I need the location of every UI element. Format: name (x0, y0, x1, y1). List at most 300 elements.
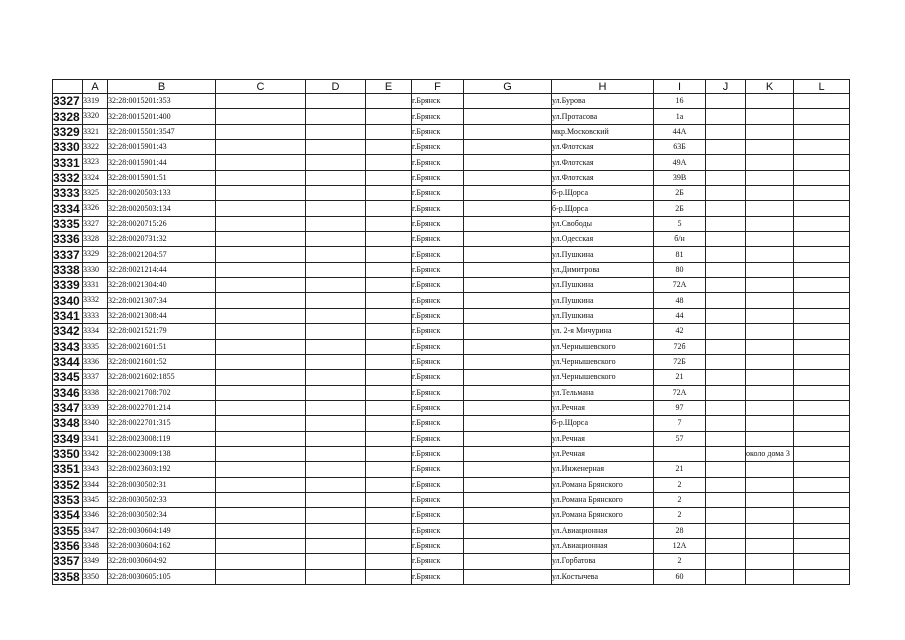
cell-a[interactable]: 3333 (83, 308, 108, 323)
cell-house-number[interactable]: б/н (654, 232, 706, 247)
cell-c[interactable] (216, 569, 306, 584)
cell-city[interactable]: г.Брянск (412, 477, 464, 492)
cell-city[interactable]: г.Брянск (412, 293, 464, 308)
row-number[interactable]: 3342 (53, 324, 83, 339)
cell-note[interactable] (746, 94, 794, 109)
cell-c[interactable] (216, 155, 306, 170)
cell-a[interactable]: 3335 (83, 339, 108, 354)
row-number[interactable]: 3341 (53, 308, 83, 323)
cell-g[interactable] (464, 140, 552, 155)
cell-g[interactable] (464, 508, 552, 523)
cell-house-number[interactable]: 2Б (654, 201, 706, 216)
cell-street[interactable]: ул.Бурова (552, 94, 654, 109)
cell-note[interactable] (746, 247, 794, 262)
cell-c[interactable] (216, 431, 306, 446)
cell-city[interactable]: г.Брянск (412, 339, 464, 354)
cell-e[interactable] (366, 569, 412, 584)
cell-city[interactable]: г.Брянск (412, 446, 464, 461)
cell-e[interactable] (366, 431, 412, 446)
row-number[interactable]: 3358 (53, 569, 83, 584)
cell-l[interactable] (794, 370, 850, 385)
cell-j[interactable] (706, 416, 746, 431)
cell-d[interactable] (306, 462, 366, 477)
row-number[interactable]: 3344 (53, 354, 83, 369)
cell-a[interactable]: 3342 (83, 446, 108, 461)
cell-note[interactable] (746, 262, 794, 277)
cell-house-number[interactable]: 42 (654, 324, 706, 339)
row-number[interactable]: 3354 (53, 508, 83, 523)
cell-c[interactable] (216, 400, 306, 415)
cell-house-number[interactable]: 72А (654, 278, 706, 293)
cell-house-number[interactable]: 2 (654, 492, 706, 507)
cell-a[interactable]: 3325 (83, 186, 108, 201)
cell-a[interactable]: 3327 (83, 216, 108, 231)
cell-j[interactable] (706, 216, 746, 231)
cell-city[interactable]: г.Брянск (412, 308, 464, 323)
cell-street[interactable]: ул.Романа Брянского (552, 508, 654, 523)
cell-c[interactable] (216, 278, 306, 293)
cell-cadastral-number[interactable]: 32:28:0022701:214 (108, 400, 216, 415)
cell-note[interactable] (746, 569, 794, 584)
cell-city[interactable]: г.Брянск (412, 216, 464, 231)
cell-d[interactable] (306, 554, 366, 569)
cell-g[interactable] (464, 569, 552, 584)
cell-j[interactable] (706, 523, 746, 538)
cell-e[interactable] (366, 554, 412, 569)
cell-e[interactable] (366, 538, 412, 553)
cell-l[interactable] (794, 324, 850, 339)
cell-g[interactable] (464, 186, 552, 201)
cell-street[interactable]: б-р.Щорса (552, 416, 654, 431)
column-header-j[interactable]: J (706, 80, 746, 94)
cell-city[interactable]: г.Брянск (412, 262, 464, 277)
cell-note[interactable] (746, 431, 794, 446)
cell-street[interactable]: ул.Чернышевского (552, 339, 654, 354)
cell-g[interactable] (464, 554, 552, 569)
cell-l[interactable] (794, 354, 850, 369)
cell-d[interactable] (306, 201, 366, 216)
cell-house-number[interactable]: 81 (654, 247, 706, 262)
cell-g[interactable] (464, 477, 552, 492)
cell-a[interactable]: 3334 (83, 324, 108, 339)
cell-street[interactable]: ул.Флотская (552, 140, 654, 155)
cell-a[interactable]: 3345 (83, 492, 108, 507)
cell-e[interactable] (366, 523, 412, 538)
cell-city[interactable]: г.Брянск (412, 124, 464, 139)
cell-e[interactable] (366, 109, 412, 124)
cell-d[interactable] (306, 186, 366, 201)
cell-j[interactable] (706, 354, 746, 369)
row-number[interactable]: 3339 (53, 278, 83, 293)
cell-j[interactable] (706, 308, 746, 323)
cell-g[interactable] (464, 262, 552, 277)
column-header-g[interactable]: G (464, 80, 552, 94)
cell-j[interactable] (706, 278, 746, 293)
column-header-e[interactable]: E (366, 80, 412, 94)
row-number[interactable]: 3351 (53, 462, 83, 477)
cell-g[interactable] (464, 170, 552, 185)
cell-street[interactable]: мкр.Московский (552, 124, 654, 139)
cell-c[interactable] (216, 354, 306, 369)
cell-city[interactable]: г.Брянск (412, 431, 464, 446)
cell-house-number[interactable]: 16 (654, 94, 706, 109)
cell-g[interactable] (464, 339, 552, 354)
cell-street[interactable]: ул.Флотская (552, 155, 654, 170)
cell-g[interactable] (464, 94, 552, 109)
cell-j[interactable] (706, 400, 746, 415)
row-number[interactable]: 3349 (53, 431, 83, 446)
cell-house-number[interactable]: 21 (654, 370, 706, 385)
cell-house-number[interactable]: 60 (654, 569, 706, 584)
cell-g[interactable] (464, 538, 552, 553)
cell-d[interactable] (306, 94, 366, 109)
row-number[interactable]: 3347 (53, 400, 83, 415)
cell-house-number[interactable]: 44 (654, 308, 706, 323)
cell-d[interactable] (306, 339, 366, 354)
cell-a[interactable]: 3337 (83, 370, 108, 385)
cell-a[interactable]: 3339 (83, 400, 108, 415)
cell-g[interactable] (464, 293, 552, 308)
row-number[interactable]: 3331 (53, 155, 83, 170)
cell-d[interactable] (306, 385, 366, 400)
cell-c[interactable] (216, 216, 306, 231)
row-number[interactable]: 3356 (53, 538, 83, 553)
cell-cadastral-number[interactable]: 32:28:0030502:34 (108, 508, 216, 523)
cell-city[interactable]: г.Брянск (412, 508, 464, 523)
cell-note[interactable] (746, 293, 794, 308)
cell-note[interactable] (746, 400, 794, 415)
cell-house-number[interactable]: 28 (654, 523, 706, 538)
cell-e[interactable] (366, 170, 412, 185)
cell-d[interactable] (306, 508, 366, 523)
cell-note[interactable] (746, 278, 794, 293)
cell-cadastral-number[interactable]: 32:28:0023009:138 (108, 446, 216, 461)
cell-l[interactable] (794, 400, 850, 415)
cell-city[interactable]: г.Брянск (412, 569, 464, 584)
cell-cadastral-number[interactable]: 32:28:0021601:52 (108, 354, 216, 369)
cell-note[interactable] (746, 109, 794, 124)
column-header-d[interactable]: D (306, 80, 366, 94)
cell-a[interactable]: 3346 (83, 508, 108, 523)
row-number[interactable]: 3350 (53, 446, 83, 461)
cell-city[interactable]: г.Брянск (412, 385, 464, 400)
cell-street[interactable]: ул.Речная (552, 446, 654, 461)
cell-note[interactable] (746, 508, 794, 523)
cell-e[interactable] (366, 370, 412, 385)
cell-note[interactable]: около дома 3 (746, 446, 794, 461)
row-number[interactable]: 3357 (53, 554, 83, 569)
cell-city[interactable]: г.Брянск (412, 462, 464, 477)
row-number[interactable]: 3353 (53, 492, 83, 507)
cell-a[interactable]: 3338 (83, 385, 108, 400)
cell-j[interactable] (706, 462, 746, 477)
cell-house-number[interactable]: 2 (654, 554, 706, 569)
cell-cadastral-number[interactable]: 32:28:0015901:51 (108, 170, 216, 185)
cell-a[interactable]: 3323 (83, 155, 108, 170)
cell-c[interactable] (216, 523, 306, 538)
cell-e[interactable] (366, 247, 412, 262)
column-header-h[interactable]: H (552, 80, 654, 94)
row-number[interactable]: 3352 (53, 477, 83, 492)
cell-city[interactable]: г.Брянск (412, 554, 464, 569)
cell-cadastral-number[interactable]: 32:28:0021602:1855 (108, 370, 216, 385)
cell-d[interactable] (306, 216, 366, 231)
cell-cadastral-number[interactable]: 32:28:0021601:51 (108, 339, 216, 354)
cell-l[interactable] (794, 216, 850, 231)
cell-c[interactable] (216, 492, 306, 507)
cell-c[interactable] (216, 508, 306, 523)
cell-l[interactable] (794, 247, 850, 262)
cell-note[interactable] (746, 385, 794, 400)
cell-e[interactable] (366, 354, 412, 369)
cell-house-number[interactable]: 72А (654, 385, 706, 400)
cell-city[interactable]: г.Брянск (412, 416, 464, 431)
cell-house-number[interactable]: 97 (654, 400, 706, 415)
cell-a[interactable]: 3349 (83, 554, 108, 569)
cell-cadastral-number[interactable]: 32:28:0023008:119 (108, 431, 216, 446)
cell-j[interactable] (706, 109, 746, 124)
cell-e[interactable] (366, 477, 412, 492)
cell-note[interactable] (746, 339, 794, 354)
cell-c[interactable] (216, 339, 306, 354)
cell-street[interactable]: ул.Флотская (552, 170, 654, 185)
cell-d[interactable] (306, 278, 366, 293)
cell-g[interactable] (464, 308, 552, 323)
cell-house-number[interactable]: 7 (654, 416, 706, 431)
cell-l[interactable] (794, 232, 850, 247)
cell-street[interactable]: ул.Свободы (552, 216, 654, 231)
cell-city[interactable]: г.Брянск (412, 492, 464, 507)
cell-d[interactable] (306, 538, 366, 553)
cell-note[interactable] (746, 477, 794, 492)
cell-d[interactable] (306, 109, 366, 124)
cell-cadastral-number[interactable]: 32:28:0023603:192 (108, 462, 216, 477)
cell-cadastral-number[interactable]: 32:28:0015501:3547 (108, 124, 216, 139)
cell-d[interactable] (306, 446, 366, 461)
cell-e[interactable] (366, 278, 412, 293)
cell-street[interactable]: ул.Романа Брянского (552, 492, 654, 507)
cell-a[interactable]: 3321 (83, 124, 108, 139)
cell-house-number[interactable]: 63Б (654, 140, 706, 155)
cell-g[interactable] (464, 370, 552, 385)
cell-a[interactable]: 3336 (83, 354, 108, 369)
cell-c[interactable] (216, 554, 306, 569)
cell-d[interactable] (306, 416, 366, 431)
cell-j[interactable] (706, 569, 746, 584)
cell-cadastral-number[interactable]: 32:28:0021708:702 (108, 385, 216, 400)
cell-street[interactable]: ул.Тельмана (552, 385, 654, 400)
cell-note[interactable] (746, 370, 794, 385)
cell-d[interactable] (306, 354, 366, 369)
cell-street[interactable]: ул.Авиационная (552, 523, 654, 538)
cell-l[interactable] (794, 170, 850, 185)
row-number[interactable]: 3335 (53, 216, 83, 231)
cell-l[interactable] (794, 94, 850, 109)
cell-c[interactable] (216, 416, 306, 431)
cell-house-number[interactable] (654, 446, 706, 461)
cell-g[interactable] (464, 278, 552, 293)
cell-e[interactable] (366, 262, 412, 277)
cell-d[interactable] (306, 492, 366, 507)
cell-cadastral-number[interactable]: 32:28:0021304:40 (108, 278, 216, 293)
cell-e[interactable] (366, 416, 412, 431)
cell-d[interactable] (306, 431, 366, 446)
row-number[interactable]: 3337 (53, 247, 83, 262)
cell-d[interactable] (306, 308, 366, 323)
cell-cadastral-number[interactable]: 32:28:0020715:26 (108, 216, 216, 231)
cell-note[interactable] (746, 186, 794, 201)
cell-e[interactable] (366, 155, 412, 170)
row-number[interactable]: 3340 (53, 293, 83, 308)
cell-a[interactable]: 3319 (83, 94, 108, 109)
column-header-a[interactable]: A (83, 80, 108, 94)
cell-street[interactable]: ул.Романа Брянского (552, 477, 654, 492)
cell-j[interactable] (706, 186, 746, 201)
cell-e[interactable] (366, 124, 412, 139)
cell-city[interactable]: г.Брянск (412, 370, 464, 385)
cell-cadastral-number[interactable]: 32:28:0021204:57 (108, 247, 216, 262)
row-number[interactable]: 3348 (53, 416, 83, 431)
cell-house-number[interactable]: 57 (654, 431, 706, 446)
cell-c[interactable] (216, 370, 306, 385)
cell-house-number[interactable]: 44А (654, 124, 706, 139)
cell-c[interactable] (216, 109, 306, 124)
cell-e[interactable] (366, 400, 412, 415)
corner-cell[interactable] (53, 80, 83, 94)
cell-c[interactable] (216, 232, 306, 247)
cell-note[interactable] (746, 324, 794, 339)
cell-a[interactable]: 3343 (83, 462, 108, 477)
cell-c[interactable] (216, 538, 306, 553)
cell-city[interactable]: г.Брянск (412, 324, 464, 339)
cell-cadastral-number[interactable]: 32:28:0021307:34 (108, 293, 216, 308)
cell-note[interactable] (746, 492, 794, 507)
cell-city[interactable]: г.Брянск (412, 155, 464, 170)
cell-j[interactable] (706, 262, 746, 277)
cell-e[interactable] (366, 462, 412, 477)
row-number[interactable]: 3332 (53, 170, 83, 185)
row-number[interactable]: 3327 (53, 94, 83, 109)
cell-e[interactable] (366, 446, 412, 461)
cell-d[interactable] (306, 324, 366, 339)
cell-d[interactable] (306, 247, 366, 262)
cell-g[interactable] (464, 324, 552, 339)
cell-house-number[interactable]: 48 (654, 293, 706, 308)
cell-d[interactable] (306, 293, 366, 308)
cell-cadastral-number[interactable]: 32:28:0030502:33 (108, 492, 216, 507)
cell-house-number[interactable]: 2 (654, 508, 706, 523)
cell-j[interactable] (706, 339, 746, 354)
cell-e[interactable] (366, 232, 412, 247)
cell-l[interactable] (794, 477, 850, 492)
cell-house-number[interactable]: 12А (654, 538, 706, 553)
cell-cadastral-number[interactable]: 32:28:0030502:31 (108, 477, 216, 492)
cell-house-number[interactable]: 72б (654, 339, 706, 354)
cell-c[interactable] (216, 324, 306, 339)
cell-d[interactable] (306, 170, 366, 185)
cell-c[interactable] (216, 462, 306, 477)
cell-g[interactable] (464, 416, 552, 431)
cell-house-number[interactable]: 21 (654, 462, 706, 477)
cell-a[interactable]: 3350 (83, 569, 108, 584)
cell-street[interactable]: ул.Речная (552, 400, 654, 415)
cell-note[interactable] (746, 232, 794, 247)
cell-street[interactable]: ул.Инженерная (552, 462, 654, 477)
cell-city[interactable]: г.Брянск (412, 278, 464, 293)
cell-c[interactable] (216, 170, 306, 185)
cell-l[interactable] (794, 124, 850, 139)
cell-street[interactable]: ул.Пушкина (552, 293, 654, 308)
cell-note[interactable] (746, 170, 794, 185)
cell-e[interactable] (366, 324, 412, 339)
cell-cadastral-number[interactable]: 32:28:0020731:32 (108, 232, 216, 247)
cell-l[interactable] (794, 492, 850, 507)
cell-a[interactable]: 3324 (83, 170, 108, 185)
cell-j[interactable] (706, 446, 746, 461)
cell-c[interactable] (216, 186, 306, 201)
cell-j[interactable] (706, 431, 746, 446)
cell-d[interactable] (306, 477, 366, 492)
cell-g[interactable] (464, 155, 552, 170)
cell-house-number[interactable]: 49А (654, 155, 706, 170)
cell-street[interactable]: ул.Одесская (552, 232, 654, 247)
cell-c[interactable] (216, 477, 306, 492)
cell-j[interactable] (706, 201, 746, 216)
cell-street[interactable]: ул.Пушкина (552, 308, 654, 323)
cell-cadastral-number[interactable]: 32:28:0030604:162 (108, 538, 216, 553)
cell-note[interactable] (746, 416, 794, 431)
cell-note[interactable] (746, 538, 794, 553)
cell-street[interactable]: ул.Пушкина (552, 278, 654, 293)
cell-g[interactable] (464, 232, 552, 247)
cell-a[interactable]: 3340 (83, 416, 108, 431)
cell-note[interactable] (746, 124, 794, 139)
cell-d[interactable] (306, 140, 366, 155)
cell-d[interactable] (306, 523, 366, 538)
cell-g[interactable] (464, 492, 552, 507)
cell-l[interactable] (794, 538, 850, 553)
cell-a[interactable]: 3347 (83, 523, 108, 538)
cell-c[interactable] (216, 293, 306, 308)
cell-l[interactable] (794, 508, 850, 523)
cell-d[interactable] (306, 232, 366, 247)
cell-e[interactable] (366, 339, 412, 354)
cell-a[interactable]: 3320 (83, 109, 108, 124)
cell-cadastral-number[interactable]: 32:28:0015901:43 (108, 140, 216, 155)
cell-c[interactable] (216, 446, 306, 461)
cell-note[interactable] (746, 216, 794, 231)
cell-e[interactable] (366, 140, 412, 155)
cell-note[interactable] (746, 155, 794, 170)
cell-street[interactable]: б-р.Щорса (552, 186, 654, 201)
cell-g[interactable] (464, 431, 552, 446)
cell-e[interactable] (366, 385, 412, 400)
cell-note[interactable] (746, 554, 794, 569)
cell-l[interactable] (794, 278, 850, 293)
cell-cadastral-number[interactable]: 32:28:0015901:44 (108, 155, 216, 170)
cell-l[interactable] (794, 416, 850, 431)
cell-cadastral-number[interactable]: 32:28:0030604:92 (108, 554, 216, 569)
cell-note[interactable] (746, 201, 794, 216)
cell-house-number[interactable]: 5 (654, 216, 706, 231)
cell-j[interactable] (706, 155, 746, 170)
row-number[interactable]: 3334 (53, 201, 83, 216)
cell-city[interactable]: г.Брянск (412, 538, 464, 553)
cell-a[interactable]: 3348 (83, 538, 108, 553)
cell-j[interactable] (706, 247, 746, 262)
cell-l[interactable] (794, 262, 850, 277)
cell-street[interactable]: ул.Костычева (552, 569, 654, 584)
